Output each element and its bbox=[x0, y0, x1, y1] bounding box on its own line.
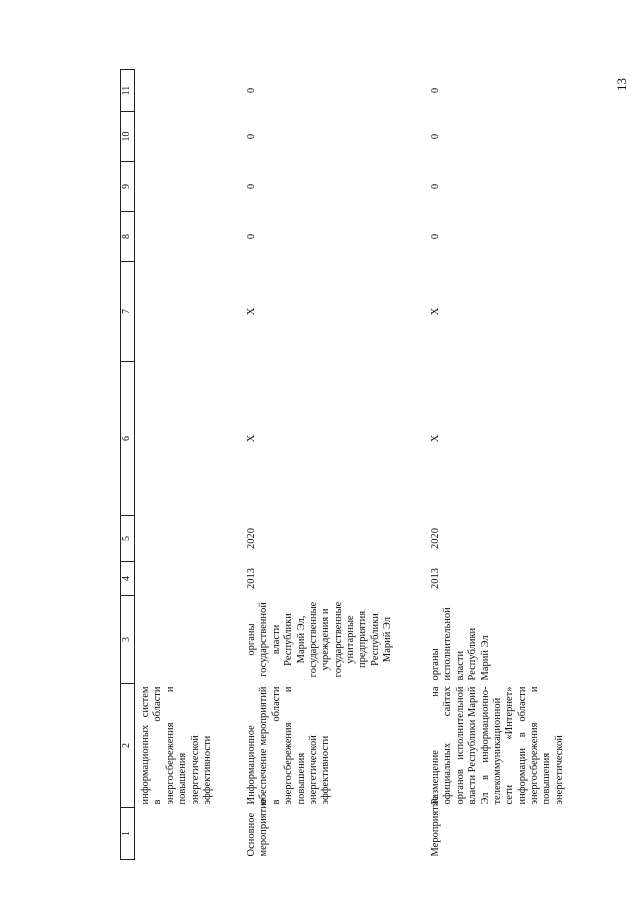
column-header-7: 7 bbox=[121, 262, 135, 362]
row-executor-cell bbox=[135, 596, 241, 684]
program-activities-table bbox=[120, 69, 602, 860]
row-col8-cell: 0 bbox=[430, 233, 441, 240]
table-row-activity bbox=[424, 70, 602, 860]
row-executor-cell: органы государственной власти Республики Марий Эл, государственные учреждения и государственные унитарные предприятия Республики Марий Эл bbox=[246, 601, 394, 678]
row-col9-cell bbox=[135, 162, 241, 212]
row-col6-cell bbox=[135, 362, 241, 516]
row-col9-cell: 0 bbox=[430, 183, 441, 190]
row-end-cell: 2020 bbox=[430, 528, 441, 549]
row-type-cell: Основное мероприятие bbox=[246, 798, 270, 857]
column-header-6: 6 bbox=[121, 362, 135, 516]
column-header-8: 8 bbox=[121, 212, 135, 262]
column-header-5: 5 bbox=[121, 516, 135, 562]
row-col7-cell: Х bbox=[430, 307, 441, 316]
row-name-cell: Информационное обеспечение мероприятий в области энергосбережения и повышения энергетической эффективности bbox=[246, 686, 332, 805]
row-type-cell bbox=[135, 808, 241, 860]
row-col6-cell: Х bbox=[246, 434, 257, 443]
page-number: 13 bbox=[614, 78, 629, 91]
row-col6-cell: Х bbox=[430, 434, 441, 443]
row-col8-cell bbox=[135, 212, 241, 262]
table-row-main-activity bbox=[240, 70, 424, 860]
row-type-cell: Мероприятие bbox=[430, 795, 441, 857]
table-row-continuation bbox=[135, 70, 241, 860]
row-start-cell: 2013 bbox=[430, 568, 441, 589]
row-end-cell: 2020 bbox=[246, 528, 257, 549]
row-name-cell: Размещение на официальных сайтах органов исполнительной власти Республики Марий Эл в информационно-телекоммуникационной сети «Интернет» информации в области энергосбережения и повышения энергетической bbox=[430, 686, 565, 805]
column-header-4: 4 bbox=[121, 562, 135, 596]
row-col10-cell: 0 bbox=[246, 133, 257, 140]
column-header-9: 9 bbox=[121, 162, 135, 212]
column-header-11: 11 bbox=[121, 70, 135, 112]
row-col11-cell: 0 bbox=[246, 87, 257, 94]
column-header-10: 10 bbox=[121, 112, 135, 162]
row-col11-cell bbox=[135, 70, 241, 112]
row-start-cell bbox=[135, 562, 241, 596]
row-col11-cell: 0 bbox=[430, 87, 441, 94]
row-start-cell: 2013 bbox=[246, 568, 257, 589]
row-col8-cell: 0 bbox=[246, 233, 257, 240]
row-name-cell: информационных систем в области энергосбережения и повышения энергетической эффективности bbox=[140, 686, 213, 805]
row-col10-cell bbox=[135, 112, 241, 162]
column-header-1: 1 bbox=[121, 808, 135, 860]
row-executor-cell: органы исполнительной власти Республики Марий Эл bbox=[430, 607, 491, 681]
row-col10-cell: 0 bbox=[430, 133, 441, 140]
column-header-2: 2 bbox=[121, 684, 135, 808]
row-col9-cell: 0 bbox=[246, 183, 257, 190]
row-end-cell bbox=[135, 516, 241, 562]
row-col7-cell: Х bbox=[246, 307, 257, 316]
row-col7-cell bbox=[135, 262, 241, 362]
column-header-3: 3 bbox=[121, 596, 135, 684]
column-number-row bbox=[121, 70, 135, 860]
